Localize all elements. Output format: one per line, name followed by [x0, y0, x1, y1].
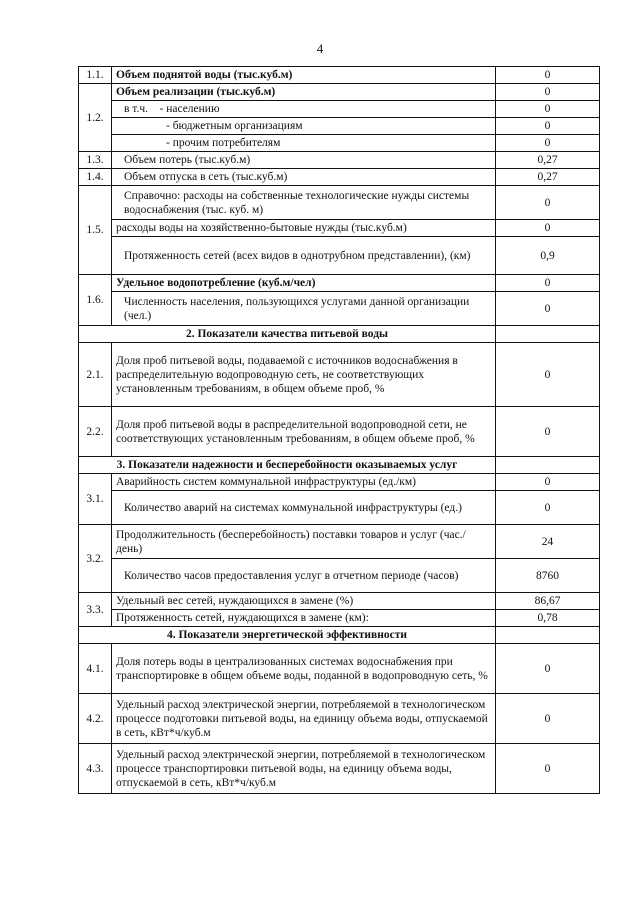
row-label: Продолжительность (бесперебойность) поставки товаров и услуг (час./день)	[112, 525, 496, 559]
row-label: Объем поднятой воды (тыс.куб.м)	[112, 67, 496, 84]
table-row	[79, 67, 600, 84]
row-number: 3.1.	[79, 474, 112, 525]
row-number: 4.1.	[79, 644, 112, 694]
row-number: 1.5.	[79, 186, 112, 275]
row-label: Справочно: расходы на собственные технологические нужды системы водоснабжения (тыс. куб. м)	[112, 186, 496, 220]
empty-cell	[496, 326, 600, 343]
table-row	[79, 275, 600, 292]
table-row	[79, 135, 600, 152]
section-header	[79, 627, 600, 644]
table-row	[79, 84, 600, 101]
row-label: Удельный расход электрической энергии, потребляемой в технологическом процессе транспортировки питьевой воды, на единицу объема воды, отпускаемой в сеть, кВт*ч/куб.м	[112, 744, 496, 794]
row-number: 1.2.	[79, 84, 112, 152]
table-row	[79, 186, 600, 220]
row-value: 0	[496, 644, 600, 694]
row-value: 0	[496, 101, 600, 118]
row-label: Удельный расход электрической энергии, потребляемой в технологическом процессе подготовки питьевой воды, на единицу объема воды, отпускаемой в сеть, кВт*ч/куб.м	[112, 694, 496, 744]
section-title: 4. Показатели энергетической эффективности	[79, 627, 496, 644]
row-label: Объем потерь (тыс.куб.м)	[112, 152, 496, 169]
row-label: Количество аварий на системах коммунальной инфраструктуры (ед.)	[112, 491, 496, 525]
row-number: 3.2.	[79, 525, 112, 593]
section-header	[79, 457, 600, 474]
row-label: Удельное водопотребление (куб.м/чел)	[112, 275, 496, 292]
row-label: Количество часов предоставления услуг в отчетном периоде (часов)	[112, 559, 496, 593]
row-number: 3.3.	[79, 593, 112, 627]
table-row	[79, 491, 600, 525]
row-value: 8760	[496, 559, 600, 593]
indicators-table	[78, 66, 600, 794]
row-label: Доля проб питьевой воды, подаваемой с источников водоснабжения в распределительную водопроводную сеть, не соответствующих установленным требованиям, в общем объеме проб, %	[112, 343, 496, 407]
sub-label: - населению	[159, 103, 220, 116]
row-number: 2.2.	[79, 407, 112, 457]
row-value: 0	[496, 220, 600, 237]
table-row	[79, 559, 600, 593]
table-row	[79, 525, 600, 559]
section-title: 2. Показатели качества питьевой воды	[79, 326, 496, 343]
row-value: 0	[496, 67, 600, 84]
row-number: 4.3.	[79, 744, 112, 794]
sub-prefix: в т.ч.	[124, 103, 148, 116]
table-row	[79, 610, 600, 627]
table-row	[79, 474, 600, 491]
row-label: Протяженность сетей, нуждающихся в замене (км):	[112, 610, 496, 627]
row-number: 1.1.	[79, 67, 112, 84]
row-value: 0	[496, 744, 600, 794]
table-row	[79, 237, 600, 275]
row-value: 0	[496, 84, 600, 101]
table-row	[79, 152, 600, 169]
row-label: - бюджетным организациям	[112, 118, 496, 135]
table-row	[79, 292, 600, 326]
empty-cell	[496, 627, 600, 644]
row-value: 0	[496, 275, 600, 292]
row-label: Объем отпуска в сеть (тыс.куб.м)	[112, 169, 496, 186]
row-label: Удельный вес сетей, нуждающихся в замене (%)	[112, 593, 496, 610]
row-label	[112, 101, 496, 118]
row-value: 24	[496, 525, 600, 559]
empty-cell	[496, 457, 600, 474]
page-number: 4	[316, 41, 324, 56]
row-number: 4.2.	[79, 694, 112, 744]
row-value: 0,78	[496, 610, 600, 627]
table-row	[79, 593, 600, 610]
table-row	[79, 694, 600, 744]
row-number: 1.4.	[79, 169, 112, 186]
row-value: 0	[496, 135, 600, 152]
table-row	[79, 118, 600, 135]
section-header	[79, 326, 600, 343]
row-value: 0,27	[496, 169, 600, 186]
row-value: 0	[496, 474, 600, 491]
row-value: 0	[496, 118, 600, 135]
row-label: Аварийность систем коммунальной инфраструктуры (ед./км)	[112, 474, 496, 491]
row-label: Доля проб питьевой воды в распределительной водопроводной сети, не соответствующих установленным требованиям, в общем объеме проб, %	[112, 407, 496, 457]
row-label: расходы воды на хозяйственно-бытовые нужды (тыс.куб.м)	[112, 220, 496, 237]
row-value: 0	[496, 186, 600, 220]
row-value: 0,27	[496, 152, 600, 169]
row-value: 0	[496, 292, 600, 326]
table-row	[79, 220, 600, 237]
table-row	[79, 101, 600, 118]
table-row	[79, 343, 600, 407]
row-label: - прочим потребителям	[112, 135, 496, 152]
row-label: Доля потерь воды в централизованных системах водоснабжения при транспортировке в общем объеме воды, поданной в водопроводную сеть, %	[112, 644, 496, 694]
table-row	[79, 169, 600, 186]
row-label: Объем реализации (тыс.куб.м)	[112, 84, 496, 101]
row-value: 0	[496, 491, 600, 525]
table-row	[79, 407, 600, 457]
row-number: 1.3.	[79, 152, 112, 169]
row-label: Протяженность сетей (всех видов в однотрубном представлении), (км)	[112, 237, 496, 275]
row-value: 0,9	[496, 237, 600, 275]
row-number: 1.6.	[79, 275, 112, 326]
table-row	[79, 644, 600, 694]
row-value: 0	[496, 343, 600, 407]
row-label: Численность населения, пользующихся услугами данной организации (чел.)	[112, 292, 496, 326]
section-title: 3. Показатели надежности и бесперебойности оказываемых услуг	[79, 457, 496, 474]
row-value: 0	[496, 694, 600, 744]
row-value: 86,67	[496, 593, 600, 610]
row-value: 0	[496, 407, 600, 457]
row-number: 2.1.	[79, 343, 112, 407]
table-row	[79, 744, 600, 794]
